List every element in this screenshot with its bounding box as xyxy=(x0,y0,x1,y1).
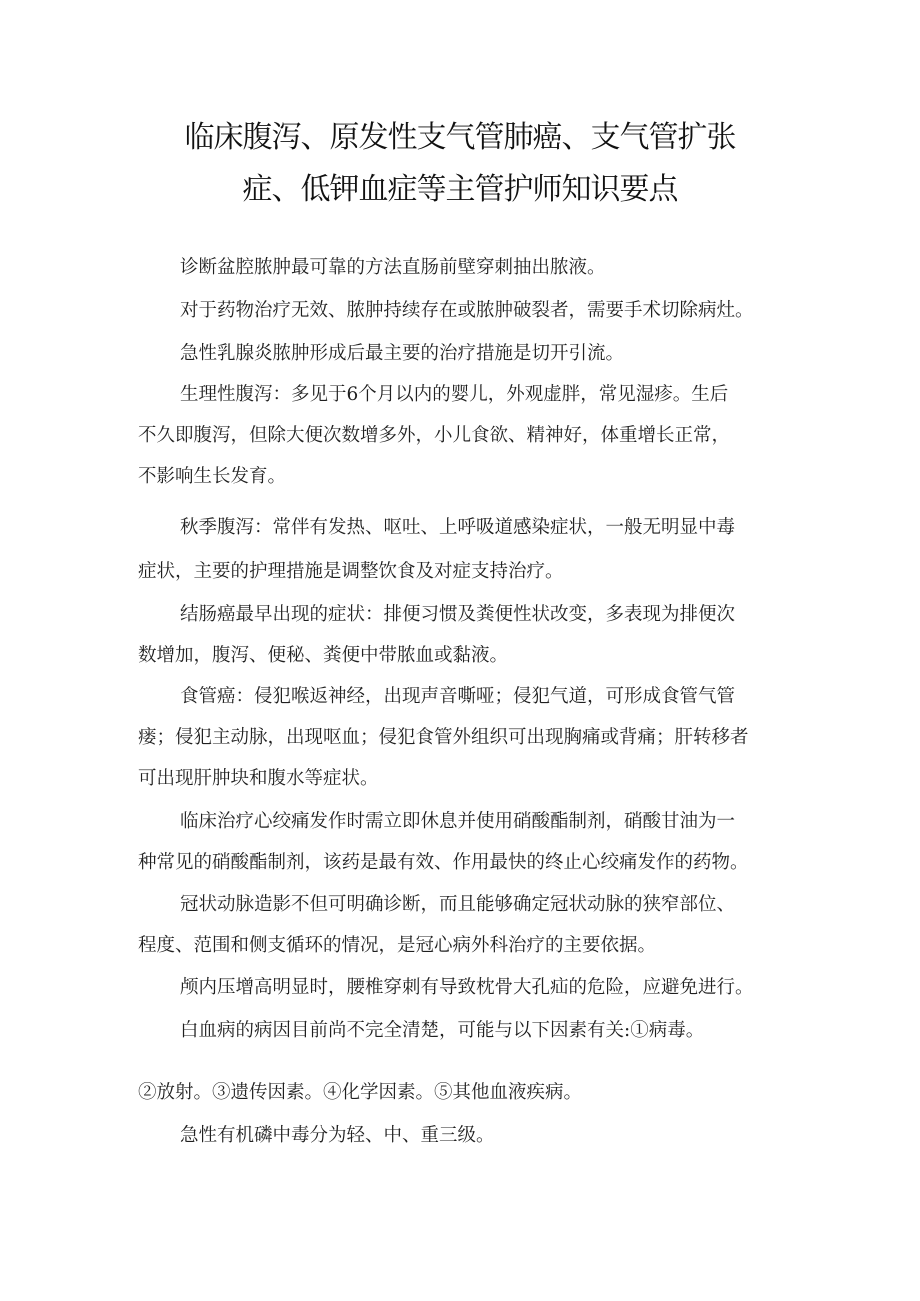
title-line-1: 临床腹泻、原发性支气管肺癌、支气管扩张 xyxy=(184,120,736,155)
paragraph-13 xyxy=(138,1115,798,1156)
paragraph-3 xyxy=(138,333,798,374)
paragraph-line: 结肠癌最早出现的症状：排便习惯及粪便性状改变，多表现为排便次 xyxy=(180,604,736,625)
paragraph-line: 可出现肝肿块和腹水等症状。 xyxy=(138,768,379,789)
paragraph-line: 程度、范围和侧支循环的情况，是冠心病外科治疗的主要依据。 xyxy=(138,935,657,956)
paragraph-2 xyxy=(138,290,798,331)
paragraph-6 xyxy=(138,594,798,676)
paragraph-5 xyxy=(138,504,798,592)
document-title xyxy=(100,112,820,216)
paragraph-line: ②放射。③遗传因素。④化学因素。⑤其他血液疾病。 xyxy=(138,1082,583,1103)
paragraph-8 xyxy=(138,801,798,883)
paragraph-line: 颅内压增高明显时，腰椎穿刺有导致枕骨大孔疝的危险，应避免进行。 xyxy=(180,977,754,998)
paragraph-line: 不久即腹泻，但除大便次数增多外，小儿食欲、精神好，体重增长正常， xyxy=(138,425,731,446)
paragraph-line: 对于药物治疗无效、脓肿持续存在或脓肿破裂者，需要手术切除病灶。 xyxy=(180,300,754,321)
paragraph-9 xyxy=(138,884,798,966)
paragraph-line: 秋季腹泻：常伴有发热、呕吐、上呼吸道感染症状，一般无明显中毒 xyxy=(180,517,736,538)
paragraph-10 xyxy=(138,967,798,1008)
paragraph-line: 种常见的硝酸酯制剂，该药是最有效、作用最快的终止心绞痛发作的药物。 xyxy=(138,852,749,873)
paragraph-12 xyxy=(138,1072,798,1113)
paragraph-11 xyxy=(138,1010,798,1051)
paragraph-line: 诊断盆腔脓肿最可靠的方法直肠前壁穿刺抽出脓液。 xyxy=(180,257,606,278)
paragraph-line: 临床治疗心绞痛发作时需立即休息并使用硝酸酯制剂，硝酸甘油为一 xyxy=(180,811,736,832)
paragraph-line: 食管癌：侵犯喉返神经，出现声音嘶哑；侵犯气道，可形成食管气管 xyxy=(180,686,736,707)
paragraph-line: 白血病的病因目前尚不完全清楚，可能与以下因素有关:①病毒。 xyxy=(180,1020,705,1041)
paragraph-line: 不影响生长发育。 xyxy=(138,466,287,487)
paragraph-line: 急性有机磷中毒分为轻、中、重三级。 xyxy=(180,1125,495,1146)
paragraph-1 xyxy=(138,247,798,288)
paragraph-7 xyxy=(138,676,798,799)
title-line-2: 症、低钾血症等主管护师知识要点 xyxy=(242,172,678,207)
paragraph-line: 瘘；侵犯主动脉，出现呕血；侵犯食管外组织可出现胸痛或背痛；肝转移者 xyxy=(138,727,749,748)
paragraph-line: 症状，主要的护理措施是调整饮食及对症支持治疗。 xyxy=(138,561,564,582)
paragraph-line: 急性乳腺炎脓肿形成后最主要的治疗措施是切开引流。 xyxy=(180,343,625,364)
paragraph-line: 冠状动脉造影不但可明确诊断，而且能够确定冠状动脉的狭窄部位、 xyxy=(180,894,736,915)
paragraph-line: 生理性腹泻：多见于6个月以内的婴儿，外观虚胖，常见湿疹。生后 xyxy=(180,384,729,405)
paragraph-4 xyxy=(138,374,798,497)
paragraph-line: 数增加，腹泻、便秘、粪便中带脓血或黏液。 xyxy=(138,645,509,666)
